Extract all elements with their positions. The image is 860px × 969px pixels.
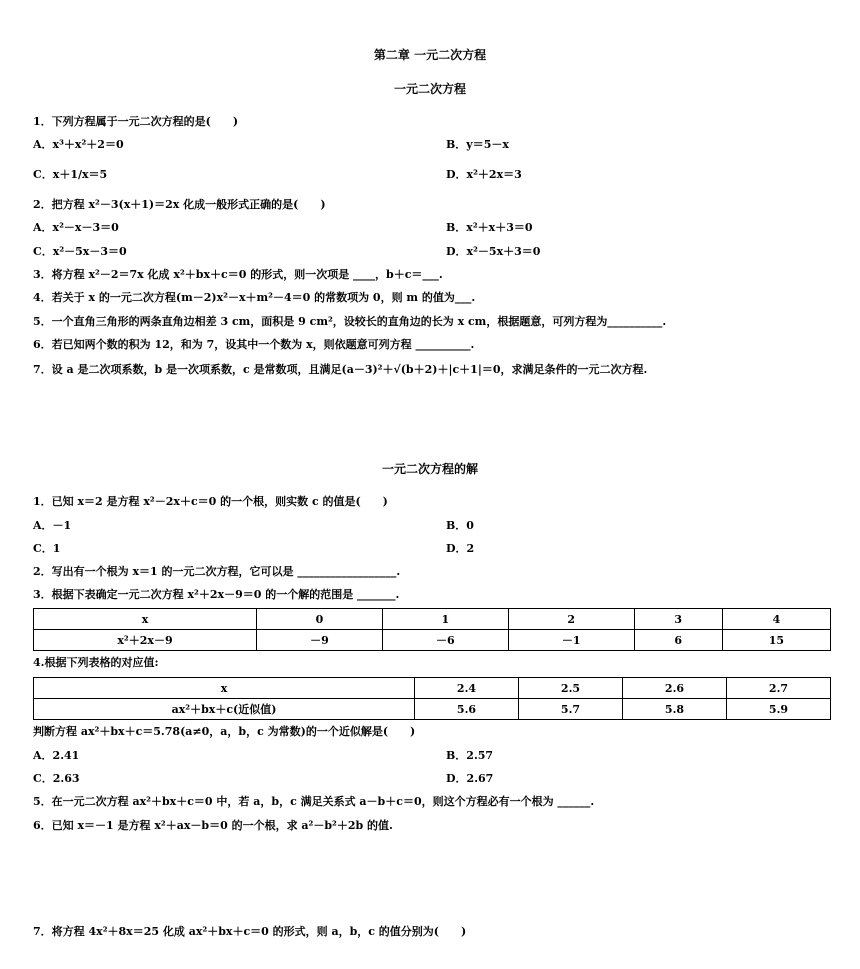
table-cell: 2 <box>508 609 634 630</box>
s2-question-3: 3．根据下表确定一元二次方程 x²＋2x－9＝0 的一个解的范围是 _______. <box>33 588 400 601</box>
table-row <box>34 699 831 720</box>
s1-q1-option-d: D．x²＋2x＝3 <box>446 168 522 181</box>
s2-question-1: 1．已知 x＝2 是方程 x²－2x＋c＝0 的一个根，则实数 c 的值是( ) <box>33 495 388 508</box>
section-title-2: 一元二次方程的解 <box>381 462 478 476</box>
s1-question-7: 7．设 a 是二次项系数，b 是一次项系数，c 是常数项，且满足(a－3)²＋√(b＋2)＋|c＋1|＝0，求满足条件的一元二次方程. <box>33 363 648 376</box>
table-cell: 5.7 <box>519 699 623 720</box>
table-cell: 2.4 <box>415 678 519 699</box>
s2-q1-option-b: B．0 <box>446 519 474 532</box>
s1-q2-option-d: D．x²－5x＋3＝0 <box>446 245 541 258</box>
s2-q4-option-c: C．2.63 <box>33 772 80 785</box>
table-cell: 5.6 <box>415 699 519 720</box>
s1-q2-option-a: A．x²－x－3＝0 <box>33 221 119 234</box>
table-cell: ax²＋bx＋c(近似值) <box>34 699 415 720</box>
table-cell: 15 <box>722 630 830 651</box>
s2-q1-option-a: A．－1 <box>33 519 72 532</box>
table-cell: －9 <box>256 630 382 651</box>
table-row <box>34 630 831 651</box>
table-cell: x <box>34 678 415 699</box>
s2-question-4: 4.根据下列表格的对应值: <box>33 656 159 669</box>
s1-q2-option-c: C．x²－5x－3＝0 <box>33 245 127 258</box>
s1-q1-option-a: A．x³＋x²＋2＝0 <box>33 138 124 151</box>
s2-q4-option-b: B．2.57 <box>446 749 494 762</box>
s1-question-2: 2．把方程 x²－3(x＋1)＝2x 化成一般形式正确的是( ) <box>33 198 326 211</box>
section-title-1: 一元二次方程 <box>393 82 466 96</box>
s1-question-6: 6．若已知两个数的积为 12，和为 7，设其中一个数为 x，则依题意可列方程 __________. <box>33 338 475 351</box>
s1-question-5: 5．一个直角三角形的两条直角边相差 3 cm，面积是 9 cm²，设较长的直角边的长为 x cm，根据题意，可列方程为__________. <box>33 315 667 328</box>
value-table-2 <box>33 677 831 720</box>
chapter-title: 第二章 一元二次方程 <box>373 48 487 62</box>
table-cell: 2.7 <box>727 678 831 699</box>
s1-q1-option-c: C．x＋1/x＝5 <box>33 168 108 181</box>
table-cell: －1 <box>508 630 634 651</box>
s1-q1-option-b: B．y＝5－x <box>446 138 509 151</box>
table-row <box>34 609 831 630</box>
table-cell: x <box>34 609 257 630</box>
table-cell: 5.9 <box>727 699 831 720</box>
s2-question-4-text: 判断方程 ax²＋bx＋c＝5.78(a≠0，a，b，c 为常数)的一个近似解是( ) <box>33 725 416 738</box>
table-cell: 4 <box>722 609 830 630</box>
table-cell: 0 <box>256 609 382 630</box>
table-cell: 5.8 <box>623 699 727 720</box>
s2-question-5: 5．在一元二次方程 ax²＋bx＋c＝0 中，若 a，b，c 满足关系式 a－b＋c＝0，则这个方程必有一个根为 ______. <box>33 795 595 808</box>
value-table-1 <box>33 608 831 651</box>
table-cell: 1 <box>382 609 508 630</box>
s1-question-4: 4．若关于 x 的一元二次方程(m－2)x²－x＋m²－4＝0 的常数项为 0，则 m 的值为___. <box>33 291 476 304</box>
table-cell: 3 <box>634 609 722 630</box>
s2-q1-option-c: C．1 <box>33 542 61 555</box>
s2-question-7: 7．将方程 4x²＋8x＝25 化成 ax²＋bx＋c＝0 的形式，则 a，b，c 的值分别为( ) <box>33 925 467 938</box>
s2-question-6: 6．已知 x＝－1 是方程 x²＋ax－b＝0 的一个根，求 a²－b²＋2b 的值. <box>33 819 393 832</box>
s2-question-2: 2．写出有一个根为 x＝1 的一元二次方程，它可以是 __________________. <box>33 565 401 578</box>
table-cell: 2.6 <box>623 678 727 699</box>
table-row <box>34 678 831 699</box>
table-cell: 6 <box>634 630 722 651</box>
s1-q2-option-b: B．x²＋x＋3＝0 <box>446 221 533 234</box>
table-cell: －6 <box>382 630 508 651</box>
s2-q4-option-d: D．2.67 <box>446 772 494 785</box>
s2-q1-option-d: D．2 <box>446 542 475 555</box>
s1-question-3: 3．将方程 x²－2＝7x 化成 x²＋bx＋c＝0 的形式，则一次项是 ____，b＋c＝___. <box>33 268 443 281</box>
table-cell: x²＋2x－9 <box>34 630 257 651</box>
table-cell: 2.5 <box>519 678 623 699</box>
s2-q4-option-a: A．2.41 <box>33 749 80 762</box>
s1-question-1: 1．下列方程属于一元二次方程的是( ) <box>33 115 239 128</box>
